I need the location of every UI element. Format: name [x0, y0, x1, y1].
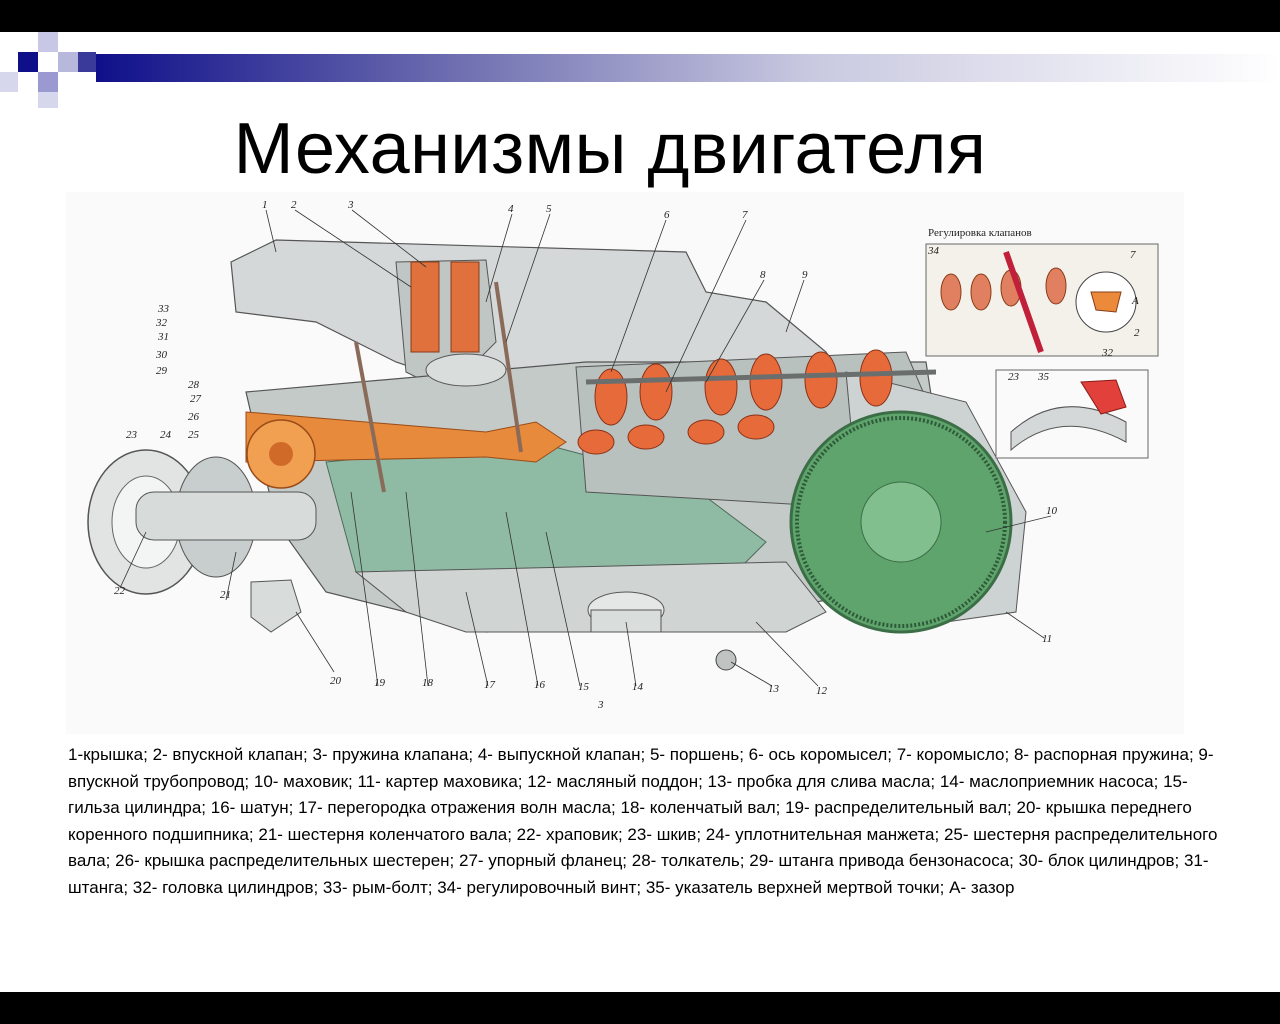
callout-12: 12 [816, 685, 827, 697]
callout-33: 33 [158, 303, 169, 315]
callout-30: 30 [156, 349, 167, 361]
inset2-callout-35: 35 [1038, 371, 1049, 383]
callout-2: 2 [291, 199, 297, 211]
inset-callout-2: 2 [1134, 327, 1140, 339]
header-decoration [0, 32, 1280, 112]
callout-16: 16 [534, 679, 545, 691]
deco-square-dark [18, 52, 38, 72]
engine-cutaway-illustration [88, 240, 1026, 670]
figure-number: 3 [598, 699, 604, 711]
callout-13: 13 [768, 683, 779, 695]
callout-24: 24 [160, 429, 171, 441]
callout-23: 23 [126, 429, 137, 441]
callout-28: 28 [188, 379, 199, 391]
callout-7: 7 [742, 209, 748, 221]
legend-caption: 1-крышка; 2- впускной клапан; 3- пружина клапана; 4- выпускной клапан; 5- поршень; 6- ось коромысел; 7- коромысло; 8- распорная пружина; 9- впускной трубопровод; 10- маховик; 11- картер маховика; 12- масляный поддон; 13- пробка для слива масла; 14- маслоприемник насоса; 15- гильза цилиндра; 16- шатун; 17- перегородка отражения волн масла; 18- коленчатый вал; 19- распределительный вал; 20- крышка переднего коренного подшипника; 21- шестерня коленчатого вала; 22- храповик; 23- шкив; 24- уплотнительная манжета; 25- шестерня распределительного вала; 26- крышка распределительных шестерен; 27- упорный фланец; 28- толкатель; 29- штанга привода бензонасоса; 30- блок цилиндров; 31- штанга; 32- головка цилиндров; 33- рым-болт; 34- регулировочный винт; 35- указатель верхней мертвой точки; А- зазор [68, 745, 1218, 897]
callout-14: 14 [632, 681, 643, 693]
callout-17: 17 [484, 679, 495, 691]
inset2-callout-23: 23 [1008, 371, 1019, 383]
callout-1: 1 [262, 199, 268, 211]
callout-19: 19 [374, 677, 385, 689]
deco-square-light [38, 32, 58, 52]
callout-10: 10 [1046, 505, 1057, 517]
gradient-stripe [96, 54, 1280, 82]
inset-title: Регулировка клапанов [928, 227, 1032, 239]
callout-4: 4 [508, 203, 514, 215]
callout-15: 15 [578, 681, 589, 693]
bottom-black-bar [0, 992, 1280, 1024]
deco-square-dark [78, 52, 96, 72]
callout-25: 25 [188, 429, 199, 441]
inset-callout-a: A [1132, 295, 1139, 307]
callout-11: 11 [1042, 633, 1053, 645]
deco-square-light [38, 72, 58, 92]
callout-29: 29 [156, 365, 167, 377]
inset-callout-32: 32 [1102, 347, 1113, 359]
callout-20: 20 [330, 675, 341, 687]
callout-6: 6 [664, 209, 670, 221]
deco-square-light [0, 72, 18, 92]
engine-diagram [66, 192, 1184, 734]
callout-22: 22 [114, 585, 125, 597]
callout-21: 21 [220, 589, 231, 601]
deco-square-light [38, 92, 58, 108]
callout-8: 8 [760, 269, 766, 281]
slide-title: Механизмы двигателя [233, 109, 987, 189]
deco-square-light [58, 52, 78, 72]
callout-3: 3 [348, 199, 354, 211]
callout-32: 32 [156, 317, 167, 329]
tdc-indicator-inset [996, 370, 1148, 458]
callout-27: 27 [190, 393, 201, 405]
callout-31: 31 [158, 331, 169, 343]
top-black-bar [0, 0, 1280, 32]
inset-callout-34: 34 [928, 245, 939, 257]
callout-26: 26 [188, 411, 199, 423]
callout-9: 9 [802, 269, 808, 281]
callout-5: 5 [546, 203, 552, 215]
valve-adjustment-inset [926, 227, 1158, 356]
inset-callout-7: 7 [1130, 249, 1136, 261]
callout-18: 18 [422, 677, 433, 689]
